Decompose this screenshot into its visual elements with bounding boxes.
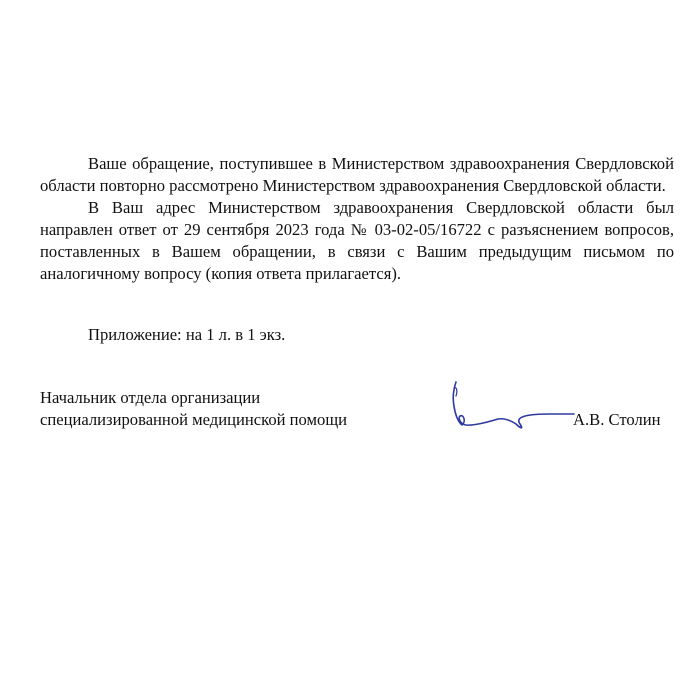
- attachment-note: Приложение: на 1 л. в 1 экз.: [88, 325, 286, 344]
- signer-position: [40, 387, 347, 431]
- position-line-1: Начальник отдела организации: [40, 388, 261, 407]
- paragraph-2: В Ваш адрес Министерством здравоохранения Свердловской области был направлен ответ от 29 сентября 2023 года № 03-02-05/16722 с разъяснением вопросов, поставленных в Вашем обращении, в связи с Вашим предыдущим письмом по аналогичному вопросу (копия ответа прилагается).: [40, 198, 674, 283]
- letter-body: [40, 153, 674, 285]
- handwritten-signature-icon: [440, 378, 580, 436]
- position-line-2: специализированной медицинской помощи: [40, 410, 347, 429]
- signer-name: А.В. Столин: [573, 410, 661, 429]
- paragraph-1: Ваше обращение, поступившее в Министерством здравоохранения Свердловской области повторно рассмотрено Министерством здравоохранения Свердловской области.: [40, 154, 674, 195]
